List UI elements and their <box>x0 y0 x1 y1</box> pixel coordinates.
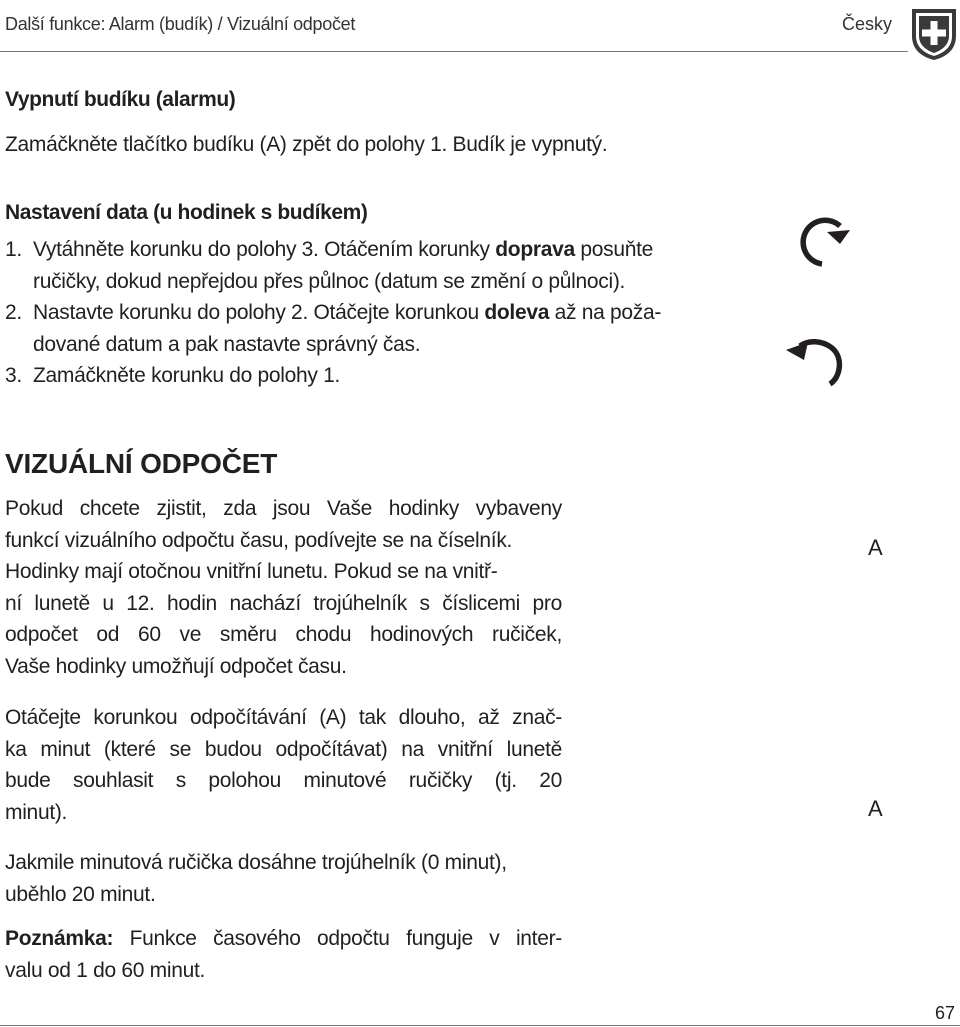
rotate-clockwise-icon <box>782 212 854 272</box>
step-emphasis: doleva <box>484 301 550 324</box>
header-divider <box>0 51 908 52</box>
paragraph-line: odpočet od 60 ve směru chodu hodinových ručiček, <box>5 623 562 646</box>
countdown-note <box>5 923 562 986</box>
figure-label-a: A <box>868 535 883 560</box>
footer-divider <box>0 1025 960 1026</box>
swiss-cross-shield-logo <box>908 6 960 62</box>
note-label: Poznámka: <box>5 927 114 950</box>
alarm-off-heading: Vypnutí budíku (alarmu) <box>5 88 236 111</box>
step-text: dované datum a pak nastavte správný čas. <box>33 332 421 356</box>
date-step <box>5 360 765 392</box>
date-step <box>5 297 765 360</box>
step-text: až na poža- <box>549 301 662 324</box>
step-text: Zamáčkněte korunku do polohy 1. <box>33 364 341 387</box>
step-number: 1. <box>5 238 22 261</box>
paragraph-line: Jakmile minutová ručička dosáhne trojúhelník (0 minut), <box>5 851 507 874</box>
page-number: 67 <box>934 1003 955 1023</box>
paragraph-line: uběhlo 20 minut. <box>5 882 156 906</box>
step-number: 3. <box>5 364 22 387</box>
countdown-paragraph-1 <box>5 493 562 682</box>
countdown-paragraph-3 <box>5 847 562 910</box>
paragraph-line: funkcí vizuálního odpočtu času, podívejte se na číselník. <box>5 528 513 552</box>
paragraph-line: bude souhlasit s polohou minutové ručičky (tj. 20 <box>5 769 562 792</box>
note-line <box>5 923 562 955</box>
rotate-counterclockwise-icon <box>782 332 854 394</box>
paragraph-line: minut). <box>5 800 68 824</box>
date-setting-steps <box>5 234 765 392</box>
paragraph-line: ní lunetě u 12. hodin nachází trojúhelník s číslicemi pro <box>5 591 562 615</box>
paragraph-line: Hodinky mají otočnou vnitřní lunetu. Pokud se na vnitř- <box>5 560 498 583</box>
countdown-paragraph-2 <box>5 702 562 828</box>
paragraph-line: Otáčejte korunkou odpočítávání (A) tak dlouho, až znač- <box>5 706 562 729</box>
note-text: Funkce časového odpočtu funguje v inter- <box>113 927 562 950</box>
step-emphasis: doprava <box>495 238 575 261</box>
step-text: Vytáhněte korunku do polohy 3. Otáčením korunky <box>33 238 496 261</box>
alarm-off-text: Zamáčkněte tlačítko budíku (A) zpět do polohy 1. Budík je vypnutý. <box>5 133 608 156</box>
step-text: Nastavte korunku do polohy 2. Otáčejte korunkou <box>33 301 485 324</box>
header-section-title: Další funkce: Alarm (budík) / Vizuální odpočet <box>5 14 356 34</box>
paragraph-line: Pokud chcete zjistit, zda jsou Vaše hodinky vybaveny <box>5 497 562 520</box>
date-setting-heading: Nastavení data (u hodinek s budíkem) <box>5 201 368 224</box>
step-number: 2. <box>5 301 22 324</box>
step-text: posuňte <box>574 238 654 261</box>
note-line: valu od 1 do 60 minut. <box>5 958 206 982</box>
date-step <box>5 234 765 297</box>
countdown-heading: VIZUÁLNÍ ODPOČET <box>5 448 278 479</box>
step-text: ručičky, dokud nepřejdou přes půlnoc (datum se změní o půlnoci). <box>33 269 626 293</box>
header-language: Česky <box>841 14 892 34</box>
figure-label-a: A <box>868 796 883 821</box>
paragraph-line: Vaše hodinky umožňují odpočet času. <box>5 654 347 678</box>
paragraph-line: ka minut (které se budou odpočítávat) na vnitřní lunetě <box>5 737 562 761</box>
